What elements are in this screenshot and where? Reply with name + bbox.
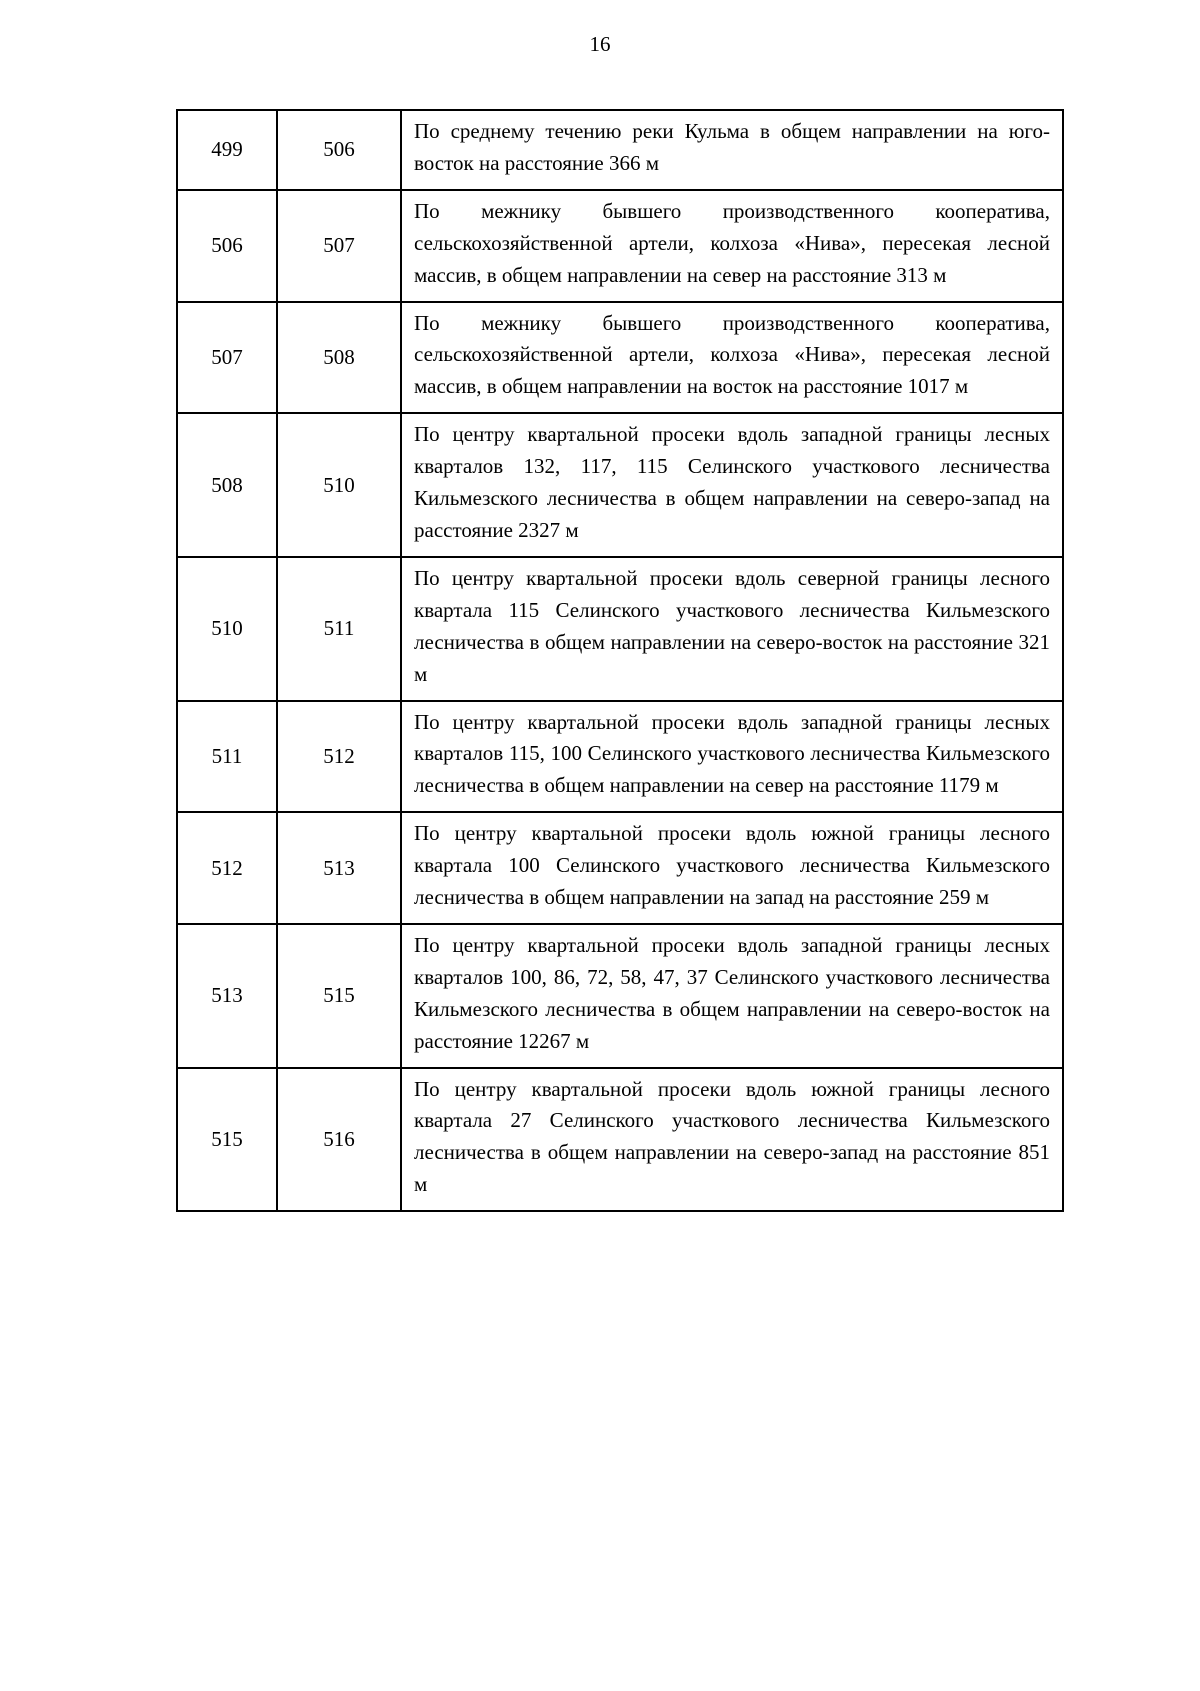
point-from-cell: 510 [177,557,277,701]
description-cell: По центру квартальной просеки вдоль северной границы лесного квартала 115 Селинского участкового лесничества Кильмезского лесничества в общем направлении на северо-восток на расстояние 321 м [401,557,1063,701]
description-cell: По центру квартальной просеки вдоль южной границы лесного квартала 27 Селинского участкового лесничества Кильмезского лесничества в общем направлении на северо-запад на расстояние 851 м [401,1068,1063,1212]
point-from-cell: 515 [177,1068,277,1212]
description-cell: По межнику бывшего производственного кооператива, сельскохозяйственной артели, колхоза «Нива», пересекая лесной массив, в общем направлении на восток на расстояние 1017 м [401,302,1063,414]
table-row [177,924,1063,1068]
point-to-cell: 510 [277,413,401,557]
description-cell: По среднему течению реки Кульма в общем направлении на юго-восток на расстояние 366 м [401,110,1063,190]
point-to-cell: 515 [277,924,401,1068]
boundary-table-body [177,110,1063,1211]
point-from-cell: 507 [177,302,277,414]
point-to-cell: 513 [277,812,401,924]
description-cell: По центру квартальной просеки вдоль западной границы лесных кварталов 132, 117, 115 Селинского участкового лесничества Кильмезского лесничества в общем направлении на северо-запад на расстояние 2327 м [401,413,1063,557]
description-cell: По центру квартальной просеки вдоль западной границы лесных кварталов 100, 86, 72, 58, 47, 37 Селинского участкового лесничества Кильмезского лесничества в общем направлении на северо-восток на расстояние 12267 м [401,924,1063,1068]
point-from-cell: 513 [177,924,277,1068]
point-from-cell: 499 [177,110,277,190]
point-from-cell: 512 [177,812,277,924]
point-to-cell: 508 [277,302,401,414]
description-cell: По центру квартальной просеки вдоль южной границы лесного квартала 100 Селинского участкового лесничества Кильмезского лесничества в общем направлении на запад на расстояние 259 м [401,812,1063,924]
point-from-cell: 511 [177,701,277,813]
point-from-cell: 508 [177,413,277,557]
table-row [177,413,1063,557]
page-number: 16 [589,32,611,56]
table-row [177,190,1063,302]
table-row [177,701,1063,813]
point-to-cell: 506 [277,110,401,190]
table-row [177,110,1063,190]
table-row [177,557,1063,701]
table-row [177,1068,1063,1212]
description-cell: По межнику бывшего производственного кооператива, сельскохозяйственной артели, колхоза «Нива», пересекая лесной массив, в общем направлении на север на расстояние 313 м [401,190,1063,302]
point-to-cell: 511 [277,557,401,701]
point-to-cell: 512 [277,701,401,813]
point-to-cell: 507 [277,190,401,302]
table-row [177,812,1063,924]
point-to-cell: 516 [277,1068,401,1212]
boundary-table [176,109,1064,1212]
table-row [177,302,1063,414]
point-from-cell: 506 [177,190,277,302]
description-cell: По центру квартальной просеки вдоль западной границы лесных кварталов 115, 100 Селинского участкового лесничества Кильмезского лесничества в общем направлении на север на расстояние 1179 м [401,701,1063,813]
